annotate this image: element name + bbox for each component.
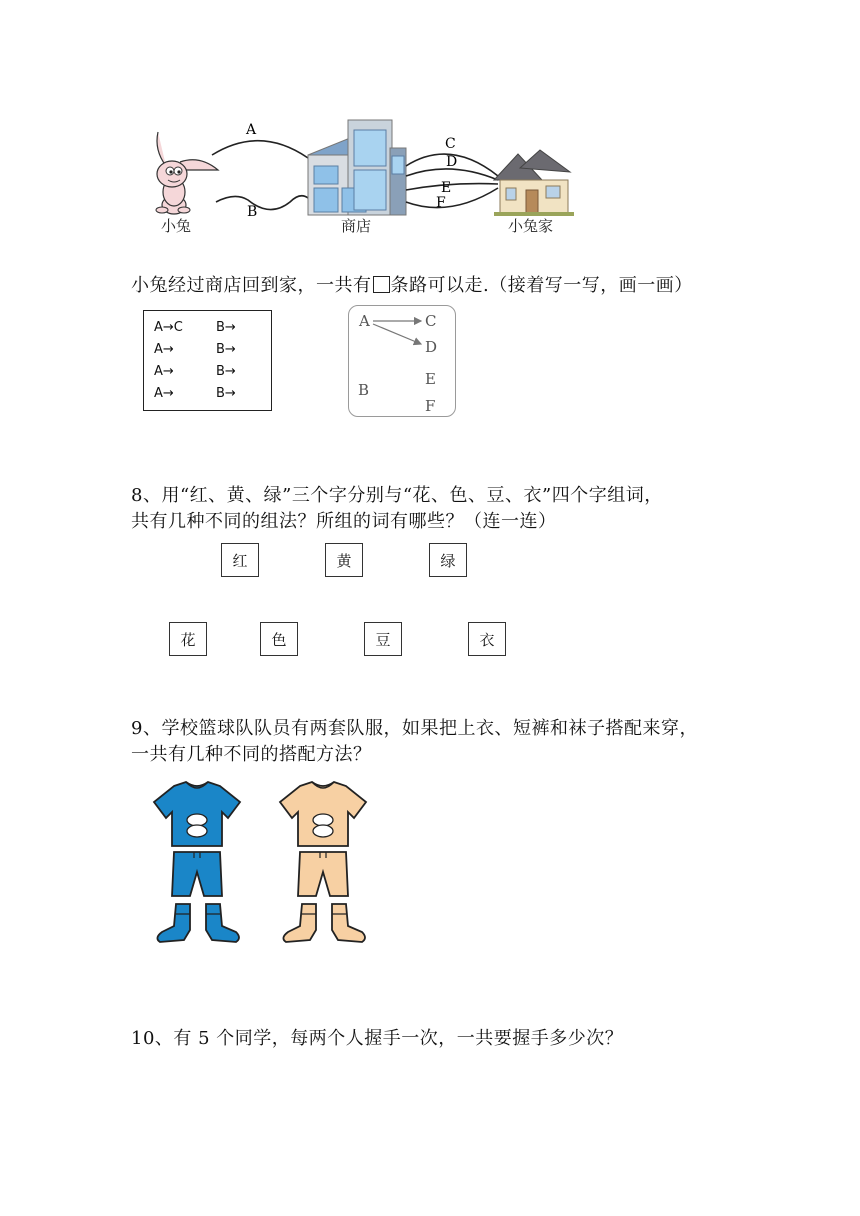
- road-label-c: C: [445, 136, 456, 152]
- char-box-dou[interactable]: 豆: [364, 622, 402, 656]
- diagram-label-f: F: [425, 397, 436, 415]
- char-box-hong[interactable]: 红: [221, 543, 259, 577]
- char-box-huang[interactable]: 黄: [325, 543, 363, 577]
- char-box-se[interactable]: 色: [260, 622, 298, 656]
- rabbit-icon: [156, 132, 218, 214]
- uniform-illustration: [150, 780, 390, 955]
- road-label-a: A: [246, 122, 257, 138]
- road-b: [216, 196, 308, 210]
- caption-rabbit: 小兔: [161, 217, 192, 235]
- road-label-b: B: [247, 204, 258, 220]
- road-a: [212, 141, 308, 158]
- route-cell: A→: [154, 364, 174, 379]
- diagram-label-a: A: [359, 312, 370, 330]
- question-7-after: 条路可以走.（接着写一写，画一画）: [390, 275, 693, 296]
- blue-uniform-icon: [154, 782, 240, 942]
- road-label-d: D: [446, 154, 458, 170]
- route-diagram[interactable]: [348, 305, 456, 417]
- route-cell: A→: [154, 386, 174, 401]
- question-7-before: 小兔经过商店回到家，一共有: [131, 275, 372, 296]
- diagram-label-c: C: [425, 312, 437, 330]
- road-e: [406, 184, 498, 190]
- route-table: [143, 310, 272, 411]
- question-9-line2: 一共有几种不同的搭配方法？: [131, 744, 372, 765]
- caption-shop: 商店: [341, 217, 372, 235]
- route-cell: B→: [216, 320, 236, 335]
- road-label-e: E: [441, 180, 452, 196]
- char-box-lv[interactable]: 绿: [429, 543, 467, 577]
- road-f: [406, 188, 498, 208]
- question-10-text: 10、有 5 个同学，每两个人握手一次，一共要握手多少次？: [131, 1028, 624, 1049]
- route-cell: A→: [154, 342, 174, 357]
- char-box-yi[interactable]: 衣: [468, 622, 506, 656]
- peach-uniform-icon: [280, 782, 366, 942]
- road-d: [406, 169, 498, 180]
- shop-icon: [308, 120, 406, 215]
- diagram-label-b: B: [358, 381, 370, 399]
- house-icon: [494, 150, 574, 216]
- question-7-text: [131, 271, 693, 301]
- rabbit-route-illustration: [140, 110, 580, 220]
- route-cell: A→C: [154, 320, 183, 335]
- question-9-line1: 9、学校篮球队队员有两套队服，如果把上衣、短裤和袜子搭配来穿，: [131, 718, 698, 739]
- char-box-hua[interactable]: 花: [169, 622, 207, 656]
- diagram-arrows: [349, 306, 455, 416]
- route-cell: B→: [216, 386, 236, 401]
- question-8-line2: 共有几种不同的组法？所组的词有哪些？（连一连）: [131, 511, 557, 532]
- road-label-f: F: [436, 195, 446, 211]
- caption-rabbit-home: 小兔家: [508, 217, 554, 235]
- answer-blank-box[interactable]: [373, 276, 390, 293]
- route-cell: B→: [216, 364, 236, 379]
- route-cell: B→: [216, 342, 236, 357]
- diagram-label-e: E: [425, 370, 436, 388]
- question-8-line1: 8、用“红、黄、绿”三个字分别与“花、色、豆、衣”四个字组词，: [131, 485, 663, 506]
- diagram-label-d: D: [425, 338, 438, 356]
